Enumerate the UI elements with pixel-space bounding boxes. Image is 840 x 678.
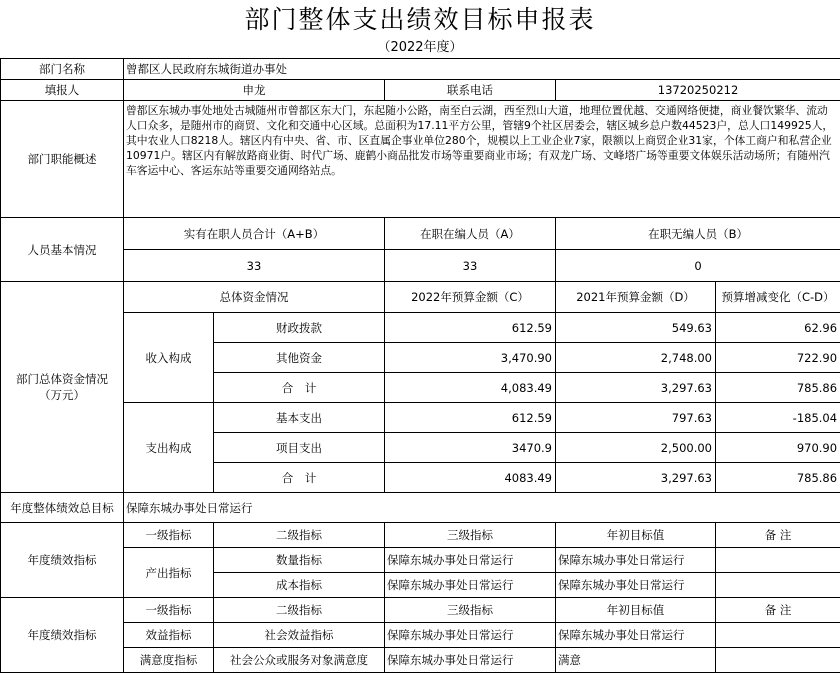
expense-total-c: 4083.49 — [385, 463, 556, 493]
perf1-header-note: 备 注 — [716, 523, 840, 548]
income-row-name: 财政拨款 — [214, 313, 385, 343]
perf2-header-note: 备 注 — [716, 598, 840, 623]
expense-row-d: 2,500.00 — [556, 433, 716, 463]
perf2-header-l1: 一级指标 — [124, 598, 214, 623]
expense-row-d: 797.63 — [556, 403, 716, 433]
perf2-header-target: 年初目标值 — [556, 598, 716, 623]
expense-total-cd: 785.86 — [716, 463, 840, 493]
income-total-name: 合 计 — [214, 373, 385, 403]
dept-name-value: 曾都区人民政府东城街道办事处 — [124, 59, 840, 80]
expense-row-c: 612.59 — [385, 403, 556, 433]
perf1-row-note — [716, 548, 840, 573]
funds-label — [1, 282, 124, 493]
perf1-row-note — [716, 573, 840, 598]
page-subtitle: （2022年度） — [377, 40, 463, 55]
perf2-row-level2: 社会公众或服务对象满意度 — [214, 648, 385, 673]
perf2-row-level2: 社会效益指标 — [214, 623, 385, 648]
perf1-row-target: 保障东城办事处日常运行 — [556, 548, 716, 573]
expense-row-name: 基本支出 — [214, 403, 385, 433]
funds-header-d: 2021年预算金额（D） — [556, 282, 716, 313]
expense-total-d: 3,297.63 — [556, 463, 716, 493]
funds-label-line1: 部门总体资金情况 — [16, 372, 108, 386]
perf1-header-target: 年初目标值 — [556, 523, 716, 548]
income-row-c: 3,470.90 — [385, 343, 556, 373]
income-total-cd: 785.86 — [716, 373, 840, 403]
income-row-d: 2,748.00 — [556, 343, 716, 373]
perf2-row-level3: 保障东城办事处日常运行 — [385, 648, 556, 673]
page-title: 部门整体支出绩效目标申报表 — [244, 5, 596, 34]
perf2-header-l3: 三级指标 — [385, 598, 556, 623]
perf1-label: 年度绩效指标 — [1, 523, 124, 598]
staff-header-b: 在职无编人员（B） — [556, 218, 840, 250]
perf2-row-note — [716, 648, 840, 673]
perf2-header-l2: 二级指标 — [214, 598, 385, 623]
perf1-row-level3: 保障东城办事处日常运行 — [385, 548, 556, 573]
perf2-row-level1: 满意度指标 — [124, 648, 214, 673]
duty-label: 部门职能概述 — [1, 101, 124, 218]
income-label: 收入构成 — [124, 313, 214, 403]
funds-header-cd: 预算增减变化（C-D） — [716, 282, 840, 313]
perf2-row-target: 满意 — [556, 648, 716, 673]
income-row-cd: 722.90 — [716, 343, 840, 373]
filler-label: 填报人 — [1, 80, 124, 101]
dept-name-label: 部门名称 — [1, 59, 124, 80]
expense-row-name: 项目支出 — [214, 433, 385, 463]
staff-value-b: 0 — [556, 250, 840, 282]
staff-header-total: 实有在职人员合计（A+B） — [124, 218, 385, 250]
perf2-row-note — [716, 623, 840, 648]
funds-label-line2: （万元） — [39, 388, 85, 402]
perf1-header-l3: 三级指标 — [385, 523, 556, 548]
funds-header-overall: 总体资金情况 — [124, 282, 385, 313]
perf1-level1: 产出指标 — [124, 548, 214, 598]
perf1-row-level3: 保障东城办事处日常运行 — [385, 573, 556, 598]
duty-text: 曾都区东城办事处地处古城随州市曾都区东大门，东起随小公路，南至白云湖，西至烈山大道，地理位置优越、交通网络便捷，商业餐饮繁华、流动人口众多，是随州市的商贸、文化和交通中心区域。总面积为17.11平方公里，管辖9个社区居委会，辖区城乡总户数44523户，总人口149925人，其中农业人口8218人。辖区内有中央、省、市、区直属企事业单位280个，规模以上工业企业7家，限额以上商贸企业31家，个体工商户和私营企业10971户。辖区内有解放路商业街、时代广场、鹿鹤小商品批发市场等重要商业市场；有双龙广场、文峰塔广场等重要文体娱乐活动场所；有随州汽车客运中心、客运东站等重要交通网络站点。 — [124, 101, 840, 218]
phone-label: 联系电话 — [385, 80, 556, 101]
staff-label: 人员基本情况 — [1, 218, 124, 282]
expense-label: 支出构成 — [124, 403, 214, 493]
perf1-row-level2: 数量指标 — [214, 548, 385, 573]
form-table — [0, 58, 840, 673]
expense-row-cd: 970.90 — [716, 433, 840, 463]
income-total-d: 3,297.63 — [556, 373, 716, 403]
perf1-header-l1: 一级指标 — [124, 523, 214, 548]
income-row-cd: 62.96 — [716, 313, 840, 343]
expense-row-cd: -185.04 — [716, 403, 840, 433]
staff-value-a: 33 — [385, 250, 556, 282]
perf1-row-level2: 成本指标 — [214, 573, 385, 598]
phone-value: 13720250212 — [556, 80, 840, 101]
income-row-d: 549.63 — [556, 313, 716, 343]
filler-value: 申龙 — [124, 80, 385, 101]
expense-row-c: 3470.9 — [385, 433, 556, 463]
income-row-c: 612.59 — [385, 313, 556, 343]
staff-header-a: 在职在编人员（A） — [385, 218, 556, 250]
perf2-row-target: 保障东城办事处日常运行 — [556, 623, 716, 648]
expense-total-name: 合 计 — [214, 463, 385, 493]
income-row-name: 其他资金 — [214, 343, 385, 373]
overall-goal-value: 保障东城办事处日常运行 — [124, 493, 840, 523]
perf1-row-target: 保障东城办事处日常运行 — [556, 573, 716, 598]
overall-goal-label: 年度整体绩效总目标 — [1, 493, 124, 523]
perf2-row-level3: 保障东城办事处日常运行 — [385, 623, 556, 648]
income-total-c: 4,083.49 — [385, 373, 556, 403]
funds-header-c: 2022年预算金额（C） — [385, 282, 556, 313]
perf2-label: 年度绩效指标 — [1, 598, 124, 673]
staff-value-total: 33 — [124, 250, 385, 282]
perf1-header-l2: 二级指标 — [214, 523, 385, 548]
perf2-row-level1: 效益指标 — [124, 623, 214, 648]
